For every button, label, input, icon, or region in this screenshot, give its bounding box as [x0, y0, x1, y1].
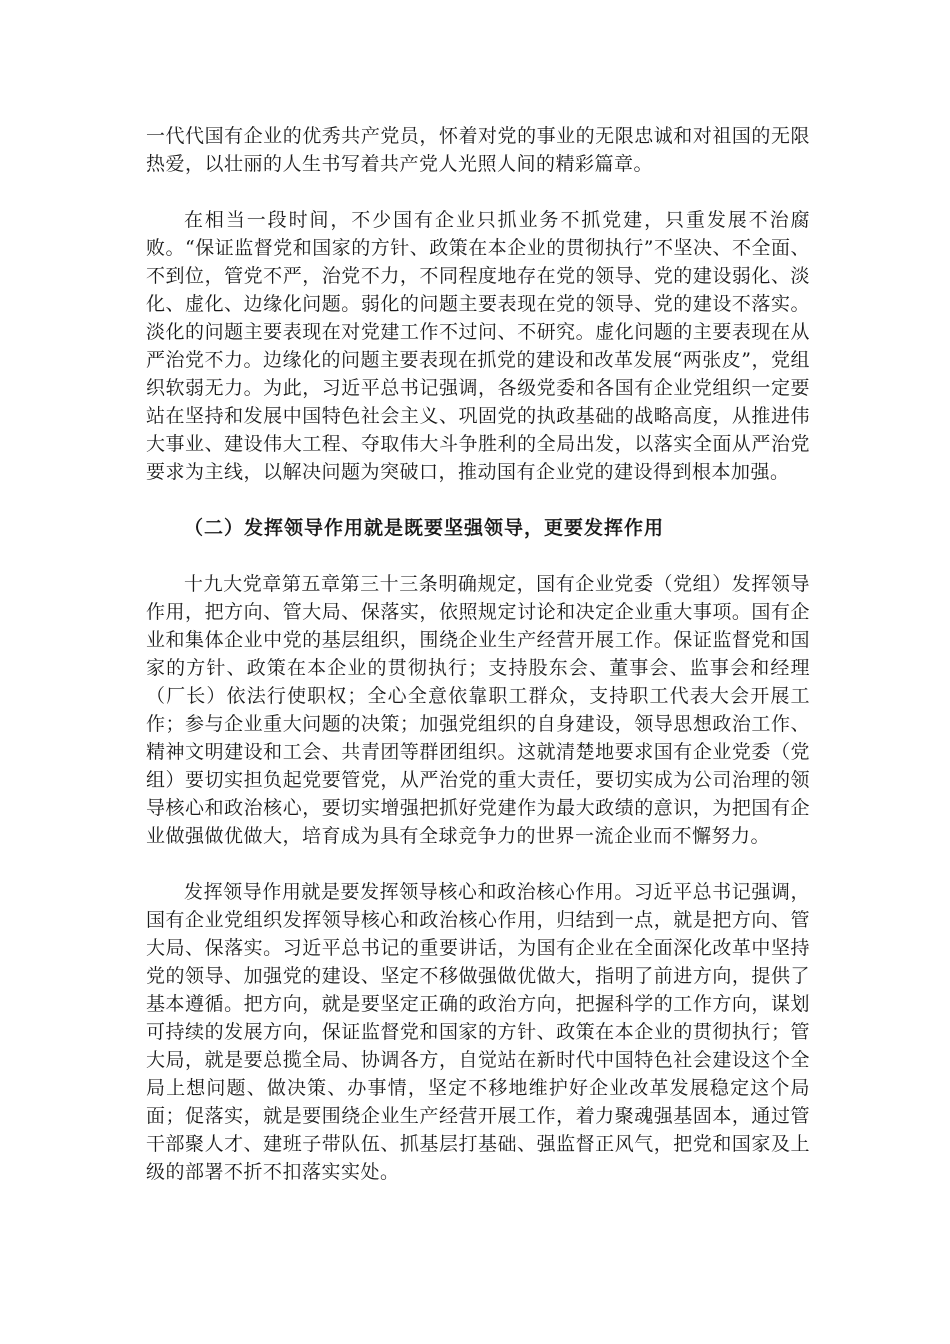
- paragraph-continuation: 一代代国有企业的优秀共产党员，怀着对党的事业的无限忠诚和对祖国的无限热爱，以壮丽的人生书写着共产党人光照人间的精彩篇章。: [146, 125, 810, 175]
- paragraph-party-building-issues: 在相当一段时间，不少国有企业只抓业务不抓党建，只重发展不治腐败。“保证监督党和国家的方针、政策在本企业的贯彻执行”不坚决、不全面、不到位，管党不严，治党不力，不同程度地存在党的领导、党的建设弱化、淡化、虚化、边缘化问题。弱化的问题主要表现在党的领导、党的建设不落实。淡化的问题主要表现在对党建工作不过问、不研究。虚化问题的主要表现在从严治党不力。边缘化的问题主要表现在抓党的建设和改革发展“两张皮”，党组织软弱无力。为此，习近平总书记强调，各级党委和各国有企业党组织一定要站在坚持和发展中国特色社会主义、巩固党的执政基础的战略高度，从推进伟大事业、建设伟大工程、夺取伟大斗争胜利的全局出发，以落实全面从严治党要求为主线，以解决问题为突破口，推动国有企业党的建设得到根本加强。: [146, 209, 810, 483]
- document-body: [146, 122, 810, 1214]
- paragraph-leadership-role: 发挥领导作用就是要发挥领导核心和政治核心作用。习近平总书记强调，国有企业党组织发挥领导核心和政治核心作用，归结到一点，就是把方向、管大局、保落实。习近平总书记的重要讲话，为国有企业在全面深化改革中坚持党的领导、加强党的建设、坚定不移做强做优做大，指明了前进方向，提供了基本遵循。把方向，就是要坚定正确的政治方向，把握科学的工作方向，谋划可持续的发展方向，保证监督党和国家的方针、政策在本企业的贯彻执行；管大局，就是要总揽全局、协调各方，自觉站在新时代中国特色社会建设这个全局上想问题、做决策、办事情，坚定不移地维护好企业改革发展稳定这个局面；促落实，就是要围绕企业生产经营开展工作，着力聚魂强基固本，通过管干部聚人才、建班子带队伍、抓基层打基础、强监督正风气，把党和国家及上级的部署不折不扣落实实处。: [146, 881, 810, 1183]
- section-heading-2: （二）发挥领导作用就是既要坚强领导，更要发挥作用: [184, 517, 665, 539]
- paragraph-party-constitution: 十九大党章第五章第三十三条明确规定，国有企业党委（党组）发挥领导作用，把方向、管大局、保落实，依照规定讨论和决定企业重大事项。国有企业和集体企业中党的基层组织，围绕企业生产经营开展工作。保证监督党和国家的方针、政策在本企业的贯彻执行；支持股东会、董事会、监事会和经理（厂长）依法行使职权；全心全意依靠职工群众，支持职工代表大会开展工作；参与企业重大问题的决策；加强党组织的自身建设，领导思想政治工作、精神文明建设和工会、共青团等群团组织。这就清楚地要求国有企业党委（党组）要切实担负起党要管党，从严治党的重大责任，要切实成为公司治理的领导核心和政治核心，要切实增强把抓好党建作为最大政绩的意识，为把国有企业做强做优做大，培育成为具有全球竞争力的世界一流企业而不懈努力。: [146, 573, 810, 847]
